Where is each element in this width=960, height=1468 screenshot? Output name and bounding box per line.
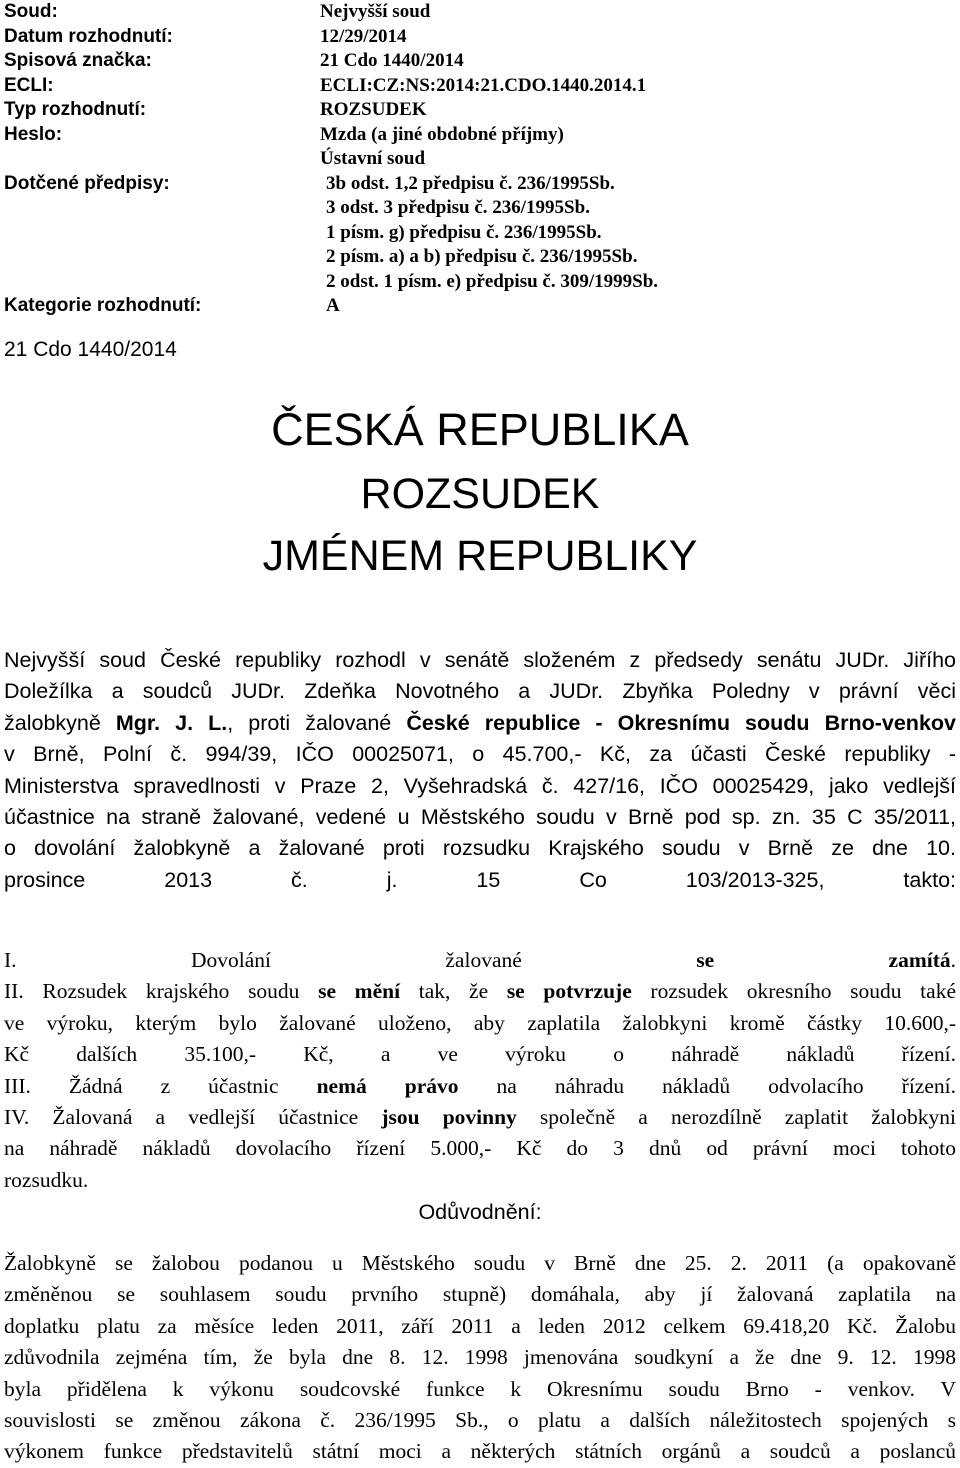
defendant-name: České republice - Okresnímu soudu Brno-venkov	[406, 710, 956, 735]
paragraph-line: zdůvodnila zejména tím, že byla dne 8. 12. 1998 jmenována soudkyní a že dne 9. 12. 1998	[4, 1345, 956, 1370]
file-label: Spisová značka:	[4, 50, 152, 71]
paragraph-line: na náhradě nákladů dovolacího řízení 5.000,- Kč do 3 dnů od právní moci tohoto	[4, 1136, 956, 1161]
paragraph-line: Kč dalších 35.100,- Kč, a ve výroku o náhradě nákladů řízení.	[4, 1042, 956, 1067]
ecli-label: ECLI:	[4, 74, 54, 96]
type-label: Typ rozhodnutí:	[4, 99, 147, 120]
verdict-point-iv: IV. Žalovaná a vedlejší účastnice jsou povinny společně a nerozdílně zaplatit žalobkyni	[4, 1104, 956, 1129]
paragraph-line: žalobkyně Mgr. J. L., proti žalované České republice - Okresnímu soudu Brno-venkov	[4, 710, 956, 735]
ecli-value: ECLI:CZ:NS:2014:21.CDO.1440.2014.1	[320, 74, 647, 96]
verdict-point-ii: II. Rozsudek krajského soudu se mění tak, že se potvrzuje rozsudek okresního soudu také	[4, 979, 956, 1004]
provision-item: 2 písm. a) a b) předpisu č. 236/1995Sb.	[326, 246, 638, 267]
reasons-heading: Odůvodnění:	[418, 1200, 542, 1224]
court-label: Soud:	[4, 1, 58, 22]
paragraph-line: účastnice na straně žalované, vedené u Městského soudu v Brně pod sp. zn. 35 C 35/2011,	[4, 804, 956, 829]
date-label: Datum rozhodnutí:	[4, 25, 173, 47]
paragraph-line: Nejvyšší soud České republiky rozhodl v senátě složeném z předsedy senátu JUDr. Jiřího	[4, 648, 956, 672]
keyword-item: Mzda (a jiné obdobné příjmy)	[320, 123, 564, 145]
paragraph-line: o dovolání žalobkyně a žalované proti rozsudku Krajského soudu v Brně ze dne 10.	[4, 836, 956, 861]
paragraph-line: Žalobkyně se žalobou podanou u Městského soudu v Brně dne 25. 2. 2011 (a opakovaně	[4, 1251, 956, 1275]
verdict-point-i: I. Dovolání žalované se zamítá.	[4, 948, 956, 972]
paragraph-line: doplatku platu za měsíce leden 2011, září 2011 a leden 2012 celkem 69.418,20 Kč. Žalobu	[4, 1313, 956, 1338]
reasons-paragraph	[4, 1248, 956, 1468]
paragraph-line: ve výroku, kterým bylo žalované uloženo, aby zaplatila žalobkyni kromě částky 10.600,-	[4, 1010, 956, 1035]
paragraph-line: rozsudku.	[4, 1167, 89, 1192]
title-republic: ČESKÁ REPUBLIKA	[271, 404, 689, 455]
keywords-label: Heslo:	[4, 123, 63, 145]
category-label: Kategorie rozhodnutí:	[4, 295, 202, 316]
document-number: 21 Cdo 1440/2014	[4, 338, 177, 361]
paragraph-line: prosince 2013 č. j. 15 Co 103/2013-325, takto:	[4, 867, 956, 892]
paragraph-line: v Brně, Polní č. 994/39, IČO 00025071, o 45.700,- Kč, za účasti České republiky -	[4, 742, 956, 767]
provision-item: 3 odst. 3 předpisu č. 236/1995Sb.	[326, 197, 590, 218]
file-value: 21 Cdo 1440/2014	[320, 50, 464, 71]
paragraph-line: Doležílka a soudců JUDr. Zdeňka Novotného a JUDr. Zbyňka Poledny v právní věci	[4, 679, 956, 704]
type-value: ROZSUDEK	[320, 99, 427, 120]
plaintiff-name: Mgr. J. L.	[115, 710, 228, 735]
paragraph-line: byla přidělena k výkonu soudcovské funkce k Okresnímu soudu Brno - venkov. V	[4, 1376, 956, 1401]
verdict-statements	[4, 945, 956, 1196]
paragraph-line: změněnou se souhlasem soudu prvního stupně) domáhala, aby jí žalovaná zaplatila na	[4, 1282, 956, 1307]
paragraph-line: souvislosti se změnou zákona č. 236/1995 Sb., o platu a dalších náležitostech spojených s	[4, 1407, 956, 1432]
category-value: A	[326, 295, 340, 316]
provision-item: 3b odst. 1,2 předpisu č. 236/1995Sb.	[326, 172, 615, 194]
verdict-point-iii: III. Žádná z účastnic nemá právo na náhradu nákladů odvolacího řízení.	[4, 1073, 956, 1098]
paragraph-line: Ministerstva spravedlnosti v Praze 2, Vyšehradská č. 427/16, IČO 00025429, jako vedlejší	[4, 773, 956, 798]
paragraph-line: výkonem funkce představitelů státní moci a některých státních orgánů a soudců a poslanců	[4, 1439, 956, 1464]
intro-paragraph	[4, 645, 956, 896]
title-in-name: JMÉNEM REPUBLIKY	[262, 532, 698, 580]
metadata-block	[4, 0, 954, 319]
provision-item: 2 odst. 1 písm. e) předpisu č. 309/1999Sb.	[326, 270, 659, 292]
provision-item: 1 písm. g) předpisu č. 236/1995Sb.	[326, 221, 602, 243]
provisions-label: Dotčené předpisy:	[4, 172, 170, 194]
date-value: 12/29/2014	[320, 25, 407, 47]
title-verdict: ROZSUDEK	[360, 470, 600, 518]
keyword-item: Ústavní soud	[320, 148, 426, 169]
court-value: Nejvyšší soud	[320, 1, 431, 22]
